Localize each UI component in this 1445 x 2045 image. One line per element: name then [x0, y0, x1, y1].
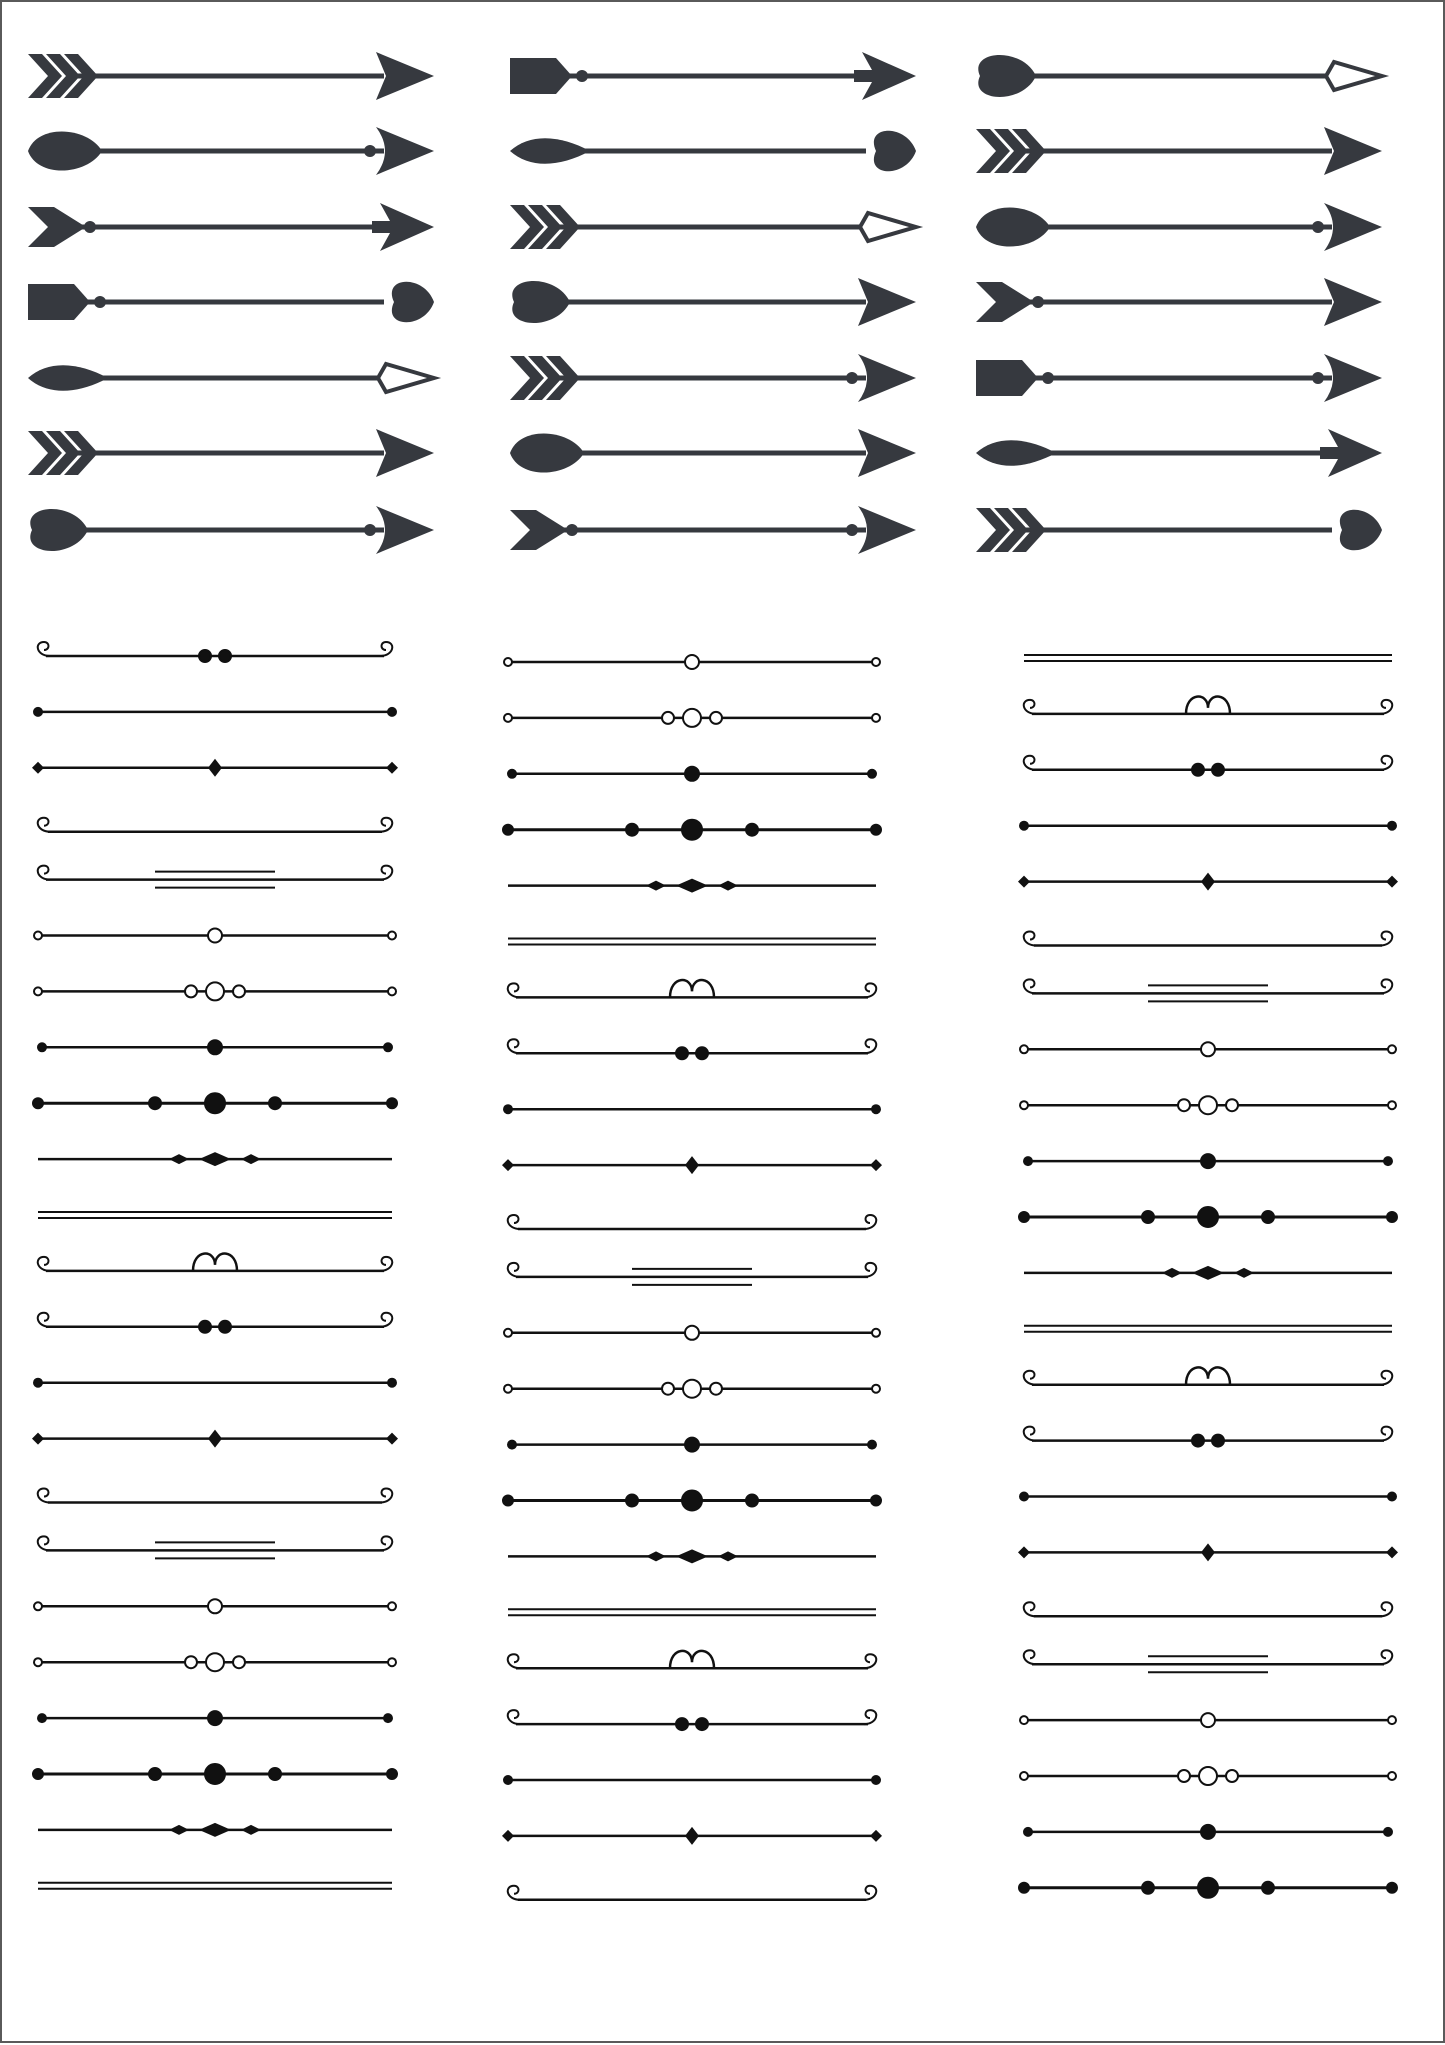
arrow-3-6 [976, 429, 1382, 477]
divider-1-6 [34, 929, 396, 943]
divider-1-17 [38, 1536, 393, 1558]
divider-3-19 [1024, 1650, 1393, 1672]
divider-3-5 [1018, 873, 1398, 891]
divider-3-13 [1024, 1326, 1392, 1332]
arrow-1-7 [30, 506, 434, 554]
divider-3-9 [1020, 1096, 1396, 1114]
arrow-3-3 [976, 203, 1382, 251]
divider-2-4 [503, 820, 881, 840]
divider-3-3 [1024, 756, 1393, 776]
divider-2-23 [508, 1886, 877, 1900]
divider-2-10 [502, 1156, 882, 1174]
arrow-3-4 [976, 278, 1382, 326]
divider-2-21 [504, 1776, 880, 1784]
divider-3-16 [1020, 1493, 1396, 1501]
arrow-2-3 [510, 205, 916, 249]
arrow-2-7 [510, 506, 916, 554]
arrow-3-7 [976, 508, 1382, 552]
divider-2-16 [503, 1491, 881, 1511]
divider-2-15 [508, 1438, 876, 1452]
divider-2-12 [508, 1263, 877, 1285]
arrow-2-4 [512, 278, 916, 326]
divider-1-20 [38, 1711, 392, 1725]
divider-2-18 [508, 1609, 876, 1615]
divider-1-8 [38, 1040, 392, 1054]
arrow-1-1 [28, 52, 434, 100]
divider-2-20 [508, 1710, 877, 1730]
divider-2-3 [508, 767, 876, 781]
divider-1-1 [38, 642, 393, 662]
divider-1-7 [34, 982, 396, 1000]
divider-2-1 [504, 655, 880, 669]
divider-3-7 [1024, 979, 1393, 1001]
divider-2-14 [504, 1380, 880, 1398]
divider-3-23 [1019, 1878, 1397, 1898]
divider-2-5 [508, 879, 876, 893]
arrow-3-5 [976, 354, 1382, 402]
clipart-canvas [2, 2, 1445, 2045]
arrow-1-5 [28, 364, 434, 392]
divider-1-2 [34, 708, 396, 716]
divider-2-6 [508, 939, 876, 945]
divider-1-5 [38, 866, 393, 888]
divider-1-22 [38, 1823, 392, 1837]
arrow-1-2 [28, 127, 434, 175]
arrow-2-2 [510, 131, 916, 172]
divider-3-4 [1020, 822, 1396, 830]
divider-3-17 [1018, 1543, 1398, 1561]
divider-1-21 [33, 1764, 397, 1784]
arrow-1-6 [28, 429, 434, 477]
arrow-3-1 [978, 55, 1382, 97]
divider-1-4 [38, 818, 393, 832]
divider-1-16 [38, 1489, 393, 1503]
divider-1-3 [32, 759, 398, 777]
divider-2-13 [504, 1326, 880, 1340]
divider-1-18 [34, 1599, 396, 1613]
arrow-2-5 [510, 354, 916, 402]
divider-1-11 [38, 1212, 392, 1218]
divider-1-9 [33, 1093, 397, 1113]
divider-3-10 [1024, 1154, 1392, 1168]
divider-1-14 [34, 1379, 396, 1387]
divider-1-19 [34, 1653, 396, 1671]
divider-3-15 [1024, 1427, 1393, 1447]
divider-1-13 [38, 1313, 393, 1333]
divider-2-17 [508, 1549, 876, 1563]
divider-3-14 [1024, 1367, 1393, 1384]
divider-3-1 [1024, 655, 1392, 661]
arrow-2-1 [510, 52, 916, 100]
divider-3-12 [1024, 1266, 1392, 1280]
arrow-1-3 [28, 203, 434, 251]
arrow-2-6 [510, 429, 916, 477]
divider-3-21 [1020, 1767, 1396, 1785]
divider-2-9 [504, 1105, 880, 1113]
divider-2-2 [504, 709, 880, 727]
divider-3-8 [1020, 1042, 1396, 1056]
divider-2-11 [508, 1215, 877, 1229]
divider-2-19 [508, 1651, 877, 1668]
divider-2-7 [508, 980, 877, 997]
divider-1-23 [38, 1883, 392, 1889]
divider-3-18 [1024, 1602, 1393, 1616]
divider-3-20 [1020, 1713, 1396, 1727]
divider-3-11 [1019, 1207, 1397, 1227]
arrow-1-4 [28, 282, 434, 323]
divider-1-12 [38, 1254, 393, 1271]
divider-1-10 [38, 1152, 392, 1166]
divider-1-15 [32, 1430, 398, 1448]
divider-2-8 [508, 1039, 877, 1059]
divider-3-6 [1024, 932, 1393, 946]
divider-3-2 [1024, 697, 1393, 714]
divider-3-22 [1024, 1825, 1392, 1839]
arrow-3-2 [976, 127, 1382, 175]
divider-2-22 [502, 1827, 882, 1845]
